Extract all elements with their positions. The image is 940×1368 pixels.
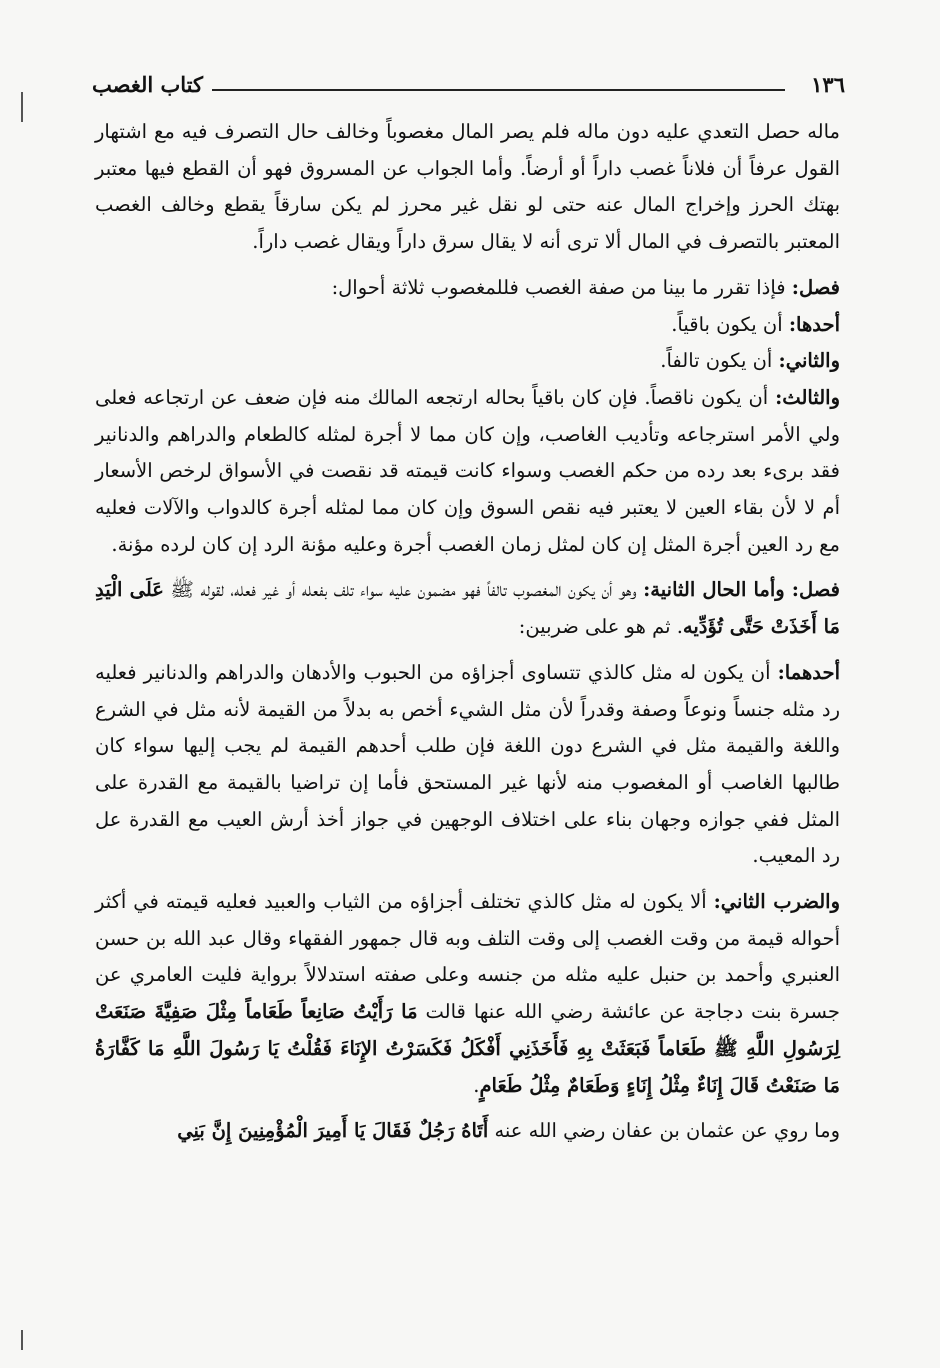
paragraph [95,1113,840,1150]
paragraph-text: فإذا تقرر ما بينا من صفة الغصب فللمغصوب ثلاثة أحوال: [331,275,792,299]
paragraph-text: أن يكون تالفاً. [660,349,779,373]
margin-mark [21,1330,23,1350]
hadith-quote: أَتَاهُ رَجُلٌ فَقَالَ يَا أَمِيرَ الْمُؤْمِنِينَ إِنَّ بَنِي [177,1119,489,1143]
paragraph [95,114,840,261]
paragraph [95,572,840,645]
margin-mark [21,92,23,122]
page-number: ١٣٦ [811,72,845,97]
paragraph [95,380,840,564]
section-lead: والثالث: [775,385,840,409]
running-header [92,72,845,104]
paragraph-text: أن يكون ناقصاً. فإن كان باقياً بحاله ارتجعه المالك منه فإن ضعف عن ارتجاعه فعلى ولي الأمر استرجاعه وتأديب الغاصب، وإن كان مما لا أجرة لمثله كالطعام والدراهم والدنانير فقد برىء بعد رده من حكم الغصب وسواء كانت قيمته قد نقصت في الأسواق لرخص الأسعار أم لا لأن بقاء العين لا يعتبر فيه نقص السوق وإن كان مما لمثله أجرة كالدواب والآلات فعليه مع رد العين أجرة المثل إن كان لمثل زمان الغصب أجرة وعليه مؤنة الرد إن كان لرده مؤنة. [95,385,840,556]
paragraph-text: وهو أن يكون المغصوب تالفاً فهو مضمون عليه سواء تلف بفعله أو غير فعله، لقوله ﷺ [163,578,644,602]
page-body [95,114,840,1150]
paragraph-text: ماله حصل التعدي عليه دون ماله فلم يصر المال مغصوباً وخالف حال التصرف فيه مع اشتهار القول عرفاً أن فلاناً غصب داراً أو أرضاً. وأما الجواب عن المسروق فهو أن القطع فيها معتبر بهتك الحرز وإخراج المال عنه حتى لو نقل غير محرز لم يكن سارقاً يقطع وخالف الغصب المعتبر بالتصرف في المال ألا ترى أنه لا يقال سرق داراً ويقال غصب داراً. [95,120,840,254]
paragraph [95,343,840,380]
paragraph-text: أن يكون باقياً. [671,312,789,336]
paragraph-tail: . [473,1073,480,1097]
paragraph [95,655,840,875]
hadith-quote: مَا رَأَيْتُ صَانِعاً طَعَاماً مِثْلَ صَفِيَّةَ صَنَعَتْ لِرَسُولِ اللَّهِ ﷺ طَعَاماً فَبَعَثَتْ بِهِ فَأَخَذَنِي أَفْكَلُ فَكَسَرْتُ الإِنَاءَ فَقُلْتُ يَا رَسُولَ اللَّهِ مَا كَفَّارَةُ مَا صَنَعْتُ قَالَ إِنَاءٌ مِثْلُ إِنَاءٍ وَطَعَامٌ مِثْلُ طَعَامٍ [95,1000,840,1097]
running-title: كتاب الغصب [92,72,204,97]
paragraph-text: ألا يكون له مثل كالذي تختلف أجزاؤه من الثياب والعبيد فعليه قيمته في أكثر أحواله قيمة من وقت الغصب إلى وقت التلف وبه قال جمهور الفقهاء وقال عبد الله بن حسن العنبري وأحمد بن حنبل عليه مثله من جنسه وعلى صفته استدلالاً برواية فليت العامري عن جسرة بنت دجاجة عن عائشة رضي الله عنها قالت [95,890,840,1024]
paragraph-text: وما روي عن عثمان بن عفان رضي الله عنه [488,1119,840,1143]
section-lead: فصل: وأما الحال الثانية: [643,578,840,602]
section-lead: فصل: [791,275,840,299]
section-lead: أحدها: [788,312,840,336]
section-lead: والضرب الثاني: [713,890,841,914]
section-lead: والثاني: [778,349,840,373]
paragraph-text: أن يكون له مثل كالذي تتساوى أجزاؤه من الحبوب والأدهان والدراهم والدنانير فعليه رد مثله جنساً ونوعاً وصفة وقدراً لأن مثل الشيء أخص به بدلاً من القيمة لأنه مثل في الشرع واللغة والقيمة مثل في الشرع دون اللغة فإن طلب أحدهم القيمة لم يجب إليها سواء كان طالبها الغاصب أو المغصوب منه لأنها غير المستحق فأما إن تراضيا بالقيمة مع القدرة على المثل ففي جوازه وجهان بناء على اختلاف الوجهين في جواز أخذ أرش العيب مع القدرة عل رد المعيب. [95,660,840,868]
paragraph [95,270,840,307]
header-rule [212,89,785,91]
paragraph [95,307,840,344]
paragraph-tail: . ثم هو على ضربين: [518,615,683,639]
paragraph [95,884,840,1104]
section-lead: أحدهما: [777,660,840,684]
hadith-quote: عَلَى الْيَدِ مَا أَخَذَتْ حَتَّى تُؤَدِّيه [95,578,840,639]
